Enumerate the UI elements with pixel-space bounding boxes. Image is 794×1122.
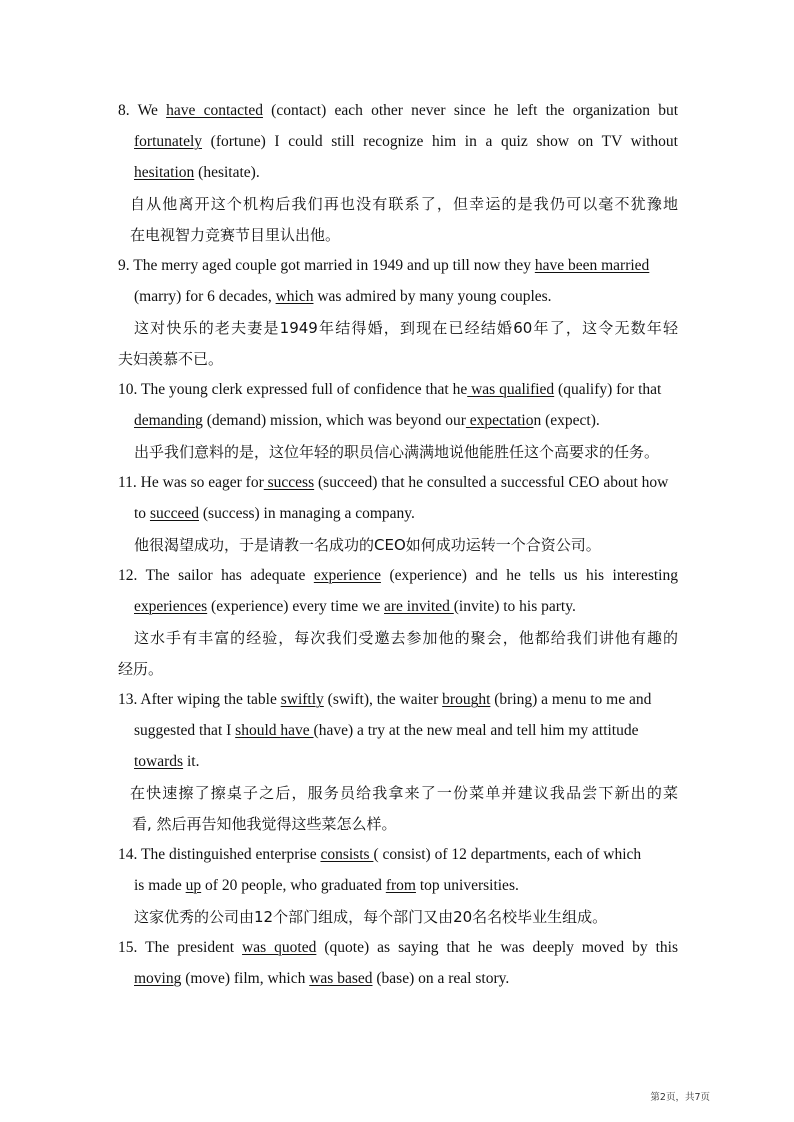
sentence-text: (experience) every time we — [207, 598, 385, 615]
exercise-list — [118, 98, 678, 997]
translation-line: 这水手有丰富的经验，每次我们受邀去参加他的聚会，他都给我们讲他有趣的 — [134, 629, 678, 647]
translation-line: 出乎我们意料的是，这位年轻的职员信心满满地说他能胜任这个高要求的任务。 — [134, 443, 660, 461]
sentence-line — [118, 501, 678, 532]
sentence-line — [118, 253, 678, 284]
sentence-text: (succeed) that he consulted a successful CEO about how — [314, 474, 669, 491]
sentence-line — [118, 284, 678, 315]
answer-blank: brought — [442, 691, 491, 708]
sentence-text: (success) in managing a company. — [199, 505, 415, 522]
sentence-text: (hesitate). — [194, 164, 260, 181]
answer-blank: was qualified — [467, 381, 555, 398]
sentence-line — [118, 377, 678, 408]
sentence-text: to — [134, 505, 150, 522]
sentence-text: (experience) and he tells us his interesting — [380, 567, 678, 584]
answer-blank: expectatio — [465, 412, 534, 429]
answer-blank: succeed — [149, 505, 199, 522]
answer-blank: experiences — [134, 598, 208, 615]
translation-line: 在快速擦了擦桌子之后，服务员给我拿来了一份菜单并建议我品尝下新出的菜 — [130, 784, 678, 802]
exercise-item-9 — [118, 253, 678, 377]
sentence-text: top universities. — [415, 877, 519, 894]
sentence-text: (fortune) I could still recognize him in a quiz show on TV without — [202, 133, 678, 150]
sentence-text: (swift), the waiter — [323, 691, 443, 708]
answer-blank: which — [275, 288, 314, 305]
sentence-text: (move) film, which — [181, 970, 310, 987]
sentence-line — [118, 749, 678, 780]
translation-line: 这家优秀的公司由12个部门组成，每个部门又由20名名校毕业生组成。 — [134, 908, 608, 926]
sentence-line — [118, 718, 678, 749]
sentence-text: n (expect). — [533, 412, 600, 429]
exercise-item-8 — [118, 98, 678, 253]
sentence-text: (marry) for 6 decades, — [134, 288, 276, 305]
sentence-text: ( consist) of 12 departments, each of which — [373, 846, 642, 863]
answer-blank: have been married — [534, 257, 650, 274]
answer-blank: was quoted — [242, 939, 317, 956]
sentence-text: suggested that I — [134, 722, 236, 739]
sentence-text: was admired by many young couples. — [313, 288, 552, 305]
exercise-item-13 — [118, 687, 678, 842]
sentence-line — [118, 935, 678, 966]
sentence-text: is made — [134, 877, 186, 894]
answer-blank: are invited — [384, 598, 454, 615]
sentence-text: (demand) mission, which was beyond our — [202, 412, 466, 429]
sentence-text: (base) on a real story. — [372, 970, 510, 987]
sentence-text: 9. The merry aged couple got married in 1949 and up till now they — [118, 257, 535, 274]
sentence-line — [118, 98, 678, 129]
sentence-text: (qualify) for that — [554, 381, 662, 398]
answer-blank: fortunately — [134, 133, 203, 150]
answer-blank: experience — [313, 567, 381, 584]
exercise-item-12 — [118, 563, 678, 687]
sentence-text: it. — [183, 753, 200, 770]
page-number: 第2页，共7页 — [650, 1092, 710, 1103]
sentence-line — [118, 687, 678, 718]
translation-line: 夫妇羡慕不已。 — [118, 350, 224, 368]
sentence-line — [118, 160, 678, 191]
sentence-text: of 20 people, who graduated — [201, 877, 386, 894]
sentence-line — [118, 873, 678, 904]
sentence-line — [118, 594, 678, 625]
sentence-text: 12. The sailor has adequate — [118, 567, 314, 584]
sentence-text: 15. The president — [118, 939, 243, 956]
sentence-text: (invite) to his party. — [453, 598, 576, 615]
exercise-item-11 — [118, 470, 678, 563]
answer-blank: demanding — [134, 412, 203, 429]
exercise-item-14 — [118, 842, 678, 935]
translation-line: 他很渴望成功，于是请教一名成功的CEO如何成功运转一个合资公司。 — [134, 536, 601, 554]
answer-blank: swiftly — [280, 691, 324, 708]
translation-line: 自从他离开这个机构后我们再也没有联系了，但幸运的是我仍可以毫不犹豫地 — [130, 195, 678, 213]
sentence-line — [118, 129, 678, 160]
sentence-text: 10. The young clerk expressed full of confidence that he — [118, 381, 468, 398]
exercise-item-15 — [118, 935, 678, 997]
sentence-line — [118, 563, 678, 594]
sentence-line — [118, 408, 678, 439]
answer-blank: have contacted — [166, 102, 263, 119]
answer-blank: up — [185, 877, 202, 894]
sentence-text: 11. He was so eager for — [118, 474, 264, 491]
translation-line: 看, 然后再告知他我觉得这些菜怎么样。 — [132, 815, 397, 833]
answer-blank: hesitation — [134, 164, 195, 181]
sentence-text: 14. The distinguished enterprise — [118, 846, 321, 863]
sentence-text: (quote) as saying that he was deeply moved by this — [316, 939, 678, 956]
answer-blank: towards — [134, 753, 184, 770]
answer-blank: should have — [235, 722, 314, 739]
answer-blank: success — [263, 474, 315, 491]
exercise-item-10 — [118, 377, 678, 470]
sentence-text: (bring) a menu to me and — [490, 691, 652, 708]
sentence-line — [118, 966, 678, 997]
sentence-line — [118, 470, 678, 501]
translation-line: 这对快乐的老夫妻是1949年结得婚，到现在已经结婚60年了，这令无数年轻 — [134, 319, 678, 337]
sentence-text: 8. We — [118, 102, 167, 119]
answer-blank: consists — [320, 846, 374, 863]
sentence-text: (have) a try at the new meal and tell him my attitude — [313, 722, 639, 739]
sentence-text: (contact) each other never since he left the organization but — [262, 102, 679, 119]
answer-blank: from — [385, 877, 416, 894]
translation-line: 经历。 — [118, 660, 164, 678]
translation-line: 在电视智力竞赛节目里认出他。 — [130, 226, 341, 244]
sentence-text: 13. After wiping the table — [118, 691, 281, 708]
answer-blank: was based — [309, 970, 373, 987]
sentence-line — [118, 842, 678, 873]
answer-blank: moving — [134, 970, 182, 987]
